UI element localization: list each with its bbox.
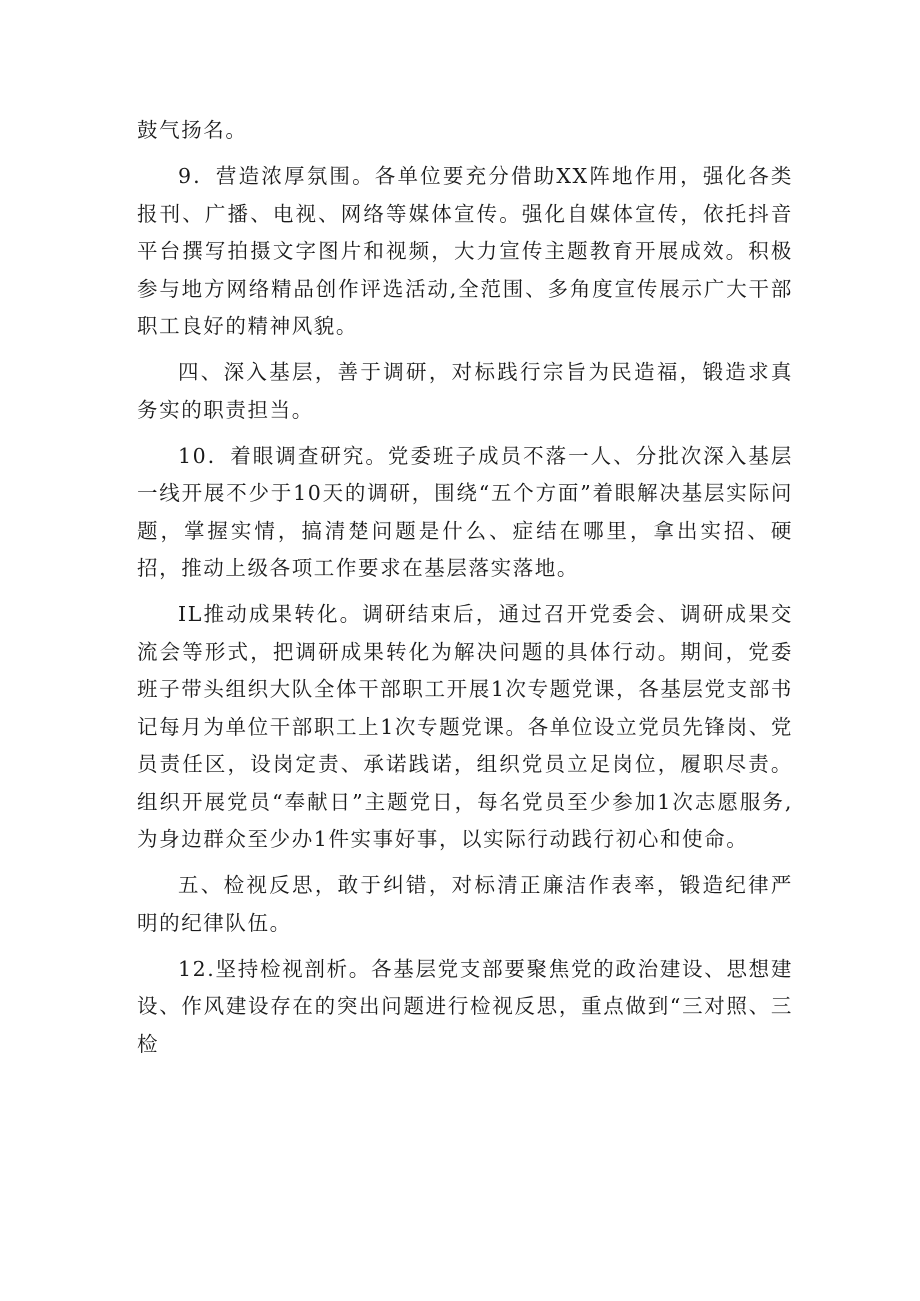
paragraph-item-10: 10．着眼调查研究。党委班子成员不落一人、分批次深入基层一线开展不少于10天的调研，围绕“五个方面”着眼解决基层实际问题，掌握实情，搞清楚问题是什么、症结在哪里，拿出实招、硬招，推动上级各项工作要求在基层落实落地。 [137, 443, 793, 580]
section-heading-4: 四、深入基层，善于调研，对标践行宗旨为民造福，锻造求真务实的职责担当。 [137, 360, 793, 422]
paragraph-item-11: IL推动成果转化。调研结束后，通过召开党委会、调研成果交流会等形式，把调研成果转化为解决问题的具体行动。期间，党委班子带头组织大队全体干部职工开展1次专题党课，各基层党支部书记每月为单位干部职工上1次专题党课。各单位设立党员先锋岗、党员责任区，设岗定责、承诺践诺，组织党员立足岗位，履职尽责。组织开展党员“奉献日”主题党日，每名党员至少参加1次志愿服务,为身边群众至少办1件实事好事，以实际行动践行初心和使命。 [137, 602, 793, 851]
paragraph-continuation: 鼓气扬名。 [137, 118, 248, 142]
section-heading-5: 五、检视反思，敢于纠错，对标清正廉洁作表率，锻造纪律严明的纪律队伍。 [137, 873, 793, 935]
paragraph-item-12: 12.坚持检视剖析。各基层党支部要聚焦党的政治建设、思想建设、作风建设存在的突出问题进行检视反思，重点做到“三对照、三检 [137, 956, 793, 1056]
paragraph-item-9: 9．营造浓厚氛围。各单位要充分借助XX阵地作用，强化各类报刊、广播、电视、网络等媒体宣传。强化自媒体宣传，依托抖音平台撰写拍摄文字图片和视频，大力宣传主题教育开展成效。积极参与地方网络精品创作评选活动,全范围、多角度宣传展示广大干部职工良好的精神风貌。 [137, 164, 793, 338]
document-body [137, 112, 793, 1072]
